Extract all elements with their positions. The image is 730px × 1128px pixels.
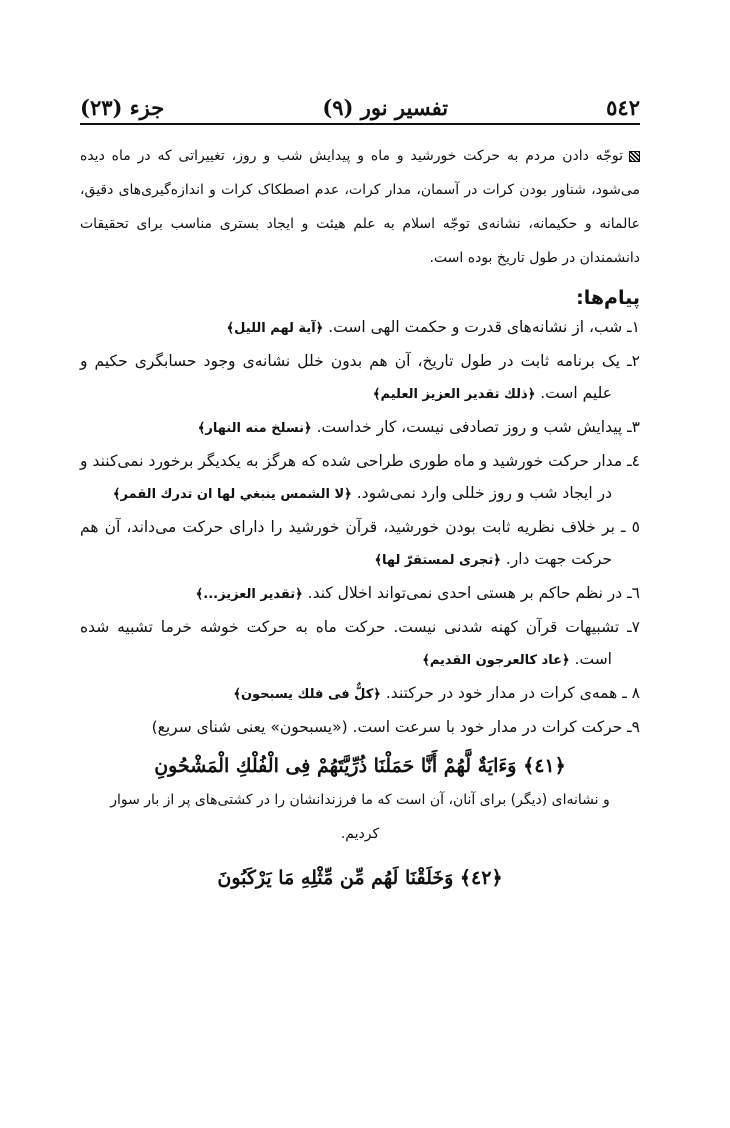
part-number: جزء (٢٣)	[80, 95, 165, 120]
book-title: تفسیر نور (٩)	[322, 95, 449, 120]
square-bullet-icon	[629, 151, 640, 162]
list-item	[80, 311, 640, 345]
message-quote: ﴿آية لهم الليل﴾	[226, 321, 324, 336]
message-quote: ﴿لا الشمس ينبغي لها ان تدرك القمر﴾	[112, 487, 352, 502]
message-text: ٧ـ تشبیهات قرآن کهنه شدنی نیست. حرکت ماه به حرکت خوشه خرما تشبیه شده است.	[80, 618, 640, 668]
intro-paragraph	[80, 139, 640, 275]
message-text: ٤ـ مدار حرکت خورشید و ماه طوری طراحی شده که هرگز به یکدیگر برخورد نمی‌کنند و در ایجاد شب و روز خللی وارد نمی‌شود.	[80, 452, 640, 502]
message-text: ٢ـ یک برنامه ثابت در طول تاریخ، آن هم بدون خلل نشانه‌ی وجود حسابگری حکیم و علیم است.	[80, 352, 640, 402]
list-item	[80, 677, 640, 711]
messages-list	[80, 311, 640, 745]
message-text: ٣ـ پیدایش شب و روز تصادفی نیست، کار خداست.	[316, 418, 640, 436]
message-quote: ﴿نسلخ منه النهار﴾	[197, 421, 312, 436]
message-text: ٥ ـ بر خلاف نظریه ثابت بودن خورشید، قرآن خورشید را دارای حرکت می‌داند، آن هم حرکت جهت دار.	[80, 518, 640, 568]
message-quote: ﴿تقدير العزيز...﴾	[195, 587, 303, 602]
section-title: پیام‌ها:	[576, 287, 640, 309]
page	[80, 90, 640, 895]
intro-text: توجّه دادن مردم به حرکت خورشید و ماه و پیدایش شب و روز، تغییراتی که در ماه دیده می‌شود، شناور بودن کرات در آسمان، مدار کرات، عدم اصطکاک کرات و اندازه‌گیری‌های دقیق، عالمانه و حکیمانه، نشانه‌ی توجّه اسلام به علم هیئت و ایجاد بستری مناسب برای تحقیقات دانشمندان در طول تاریخ بوده است.	[80, 148, 640, 266]
translation-41: و نشانه‌ای (دیگر) برای آنان، آن است که ما فرزندانشان را در کشتی‌های پر از بار سوار کردیم.	[110, 792, 610, 842]
message-quote: ﴿عاد كالعرجون القديم﴾	[422, 653, 570, 668]
list-item	[80, 345, 640, 411]
list-item	[80, 577, 640, 611]
list-item	[80, 445, 640, 511]
list-item	[80, 611, 640, 677]
message-text: ٩ـ حرکت کرات در مدار خود با سرعت است. («يسبحون» یعنی شنای سریع)	[151, 718, 640, 736]
page-header	[80, 90, 640, 120]
message-text: ٦ـ در نظم حاکم بر هستی احدی نمی‌تواند اخلال کند.	[307, 584, 640, 602]
verse-41: ﴿٤١﴾ وَءَايَةٌ لَّهُمْ أَنَّا حَمَلْنَا ذُرِّيَّتَهُمْ فِى الْفُلْكِ الْمَشْحُونِ	[154, 755, 566, 777]
list-item	[80, 711, 640, 745]
message-quote: ﴿ذلك تقدير العزيز العليم﴾	[372, 387, 536, 402]
page-number: ٥٤٢	[606, 95, 640, 120]
message-quote: ﴿تجرى لمستقرّ لها﴾	[374, 553, 501, 568]
message-quote: ﴿كلٌّ فى فلك يسبحون﴾	[233, 687, 381, 702]
message-text: ٨ ـ همه‌ی کرات در مدار خود در حرکتند.	[385, 684, 640, 702]
message-text: ١ـ شب، از نشانه‌های قدرت و حکمت الهی است.	[328, 318, 640, 336]
verse-42: ﴿٤٢﴾ وَخَلَقْنَا لَهُم مِّن مِّثْلِهِ مَا يَرْكَبُونَ	[217, 867, 503, 889]
list-item	[80, 511, 640, 577]
header-rule	[80, 123, 640, 125]
list-item	[80, 411, 640, 445]
